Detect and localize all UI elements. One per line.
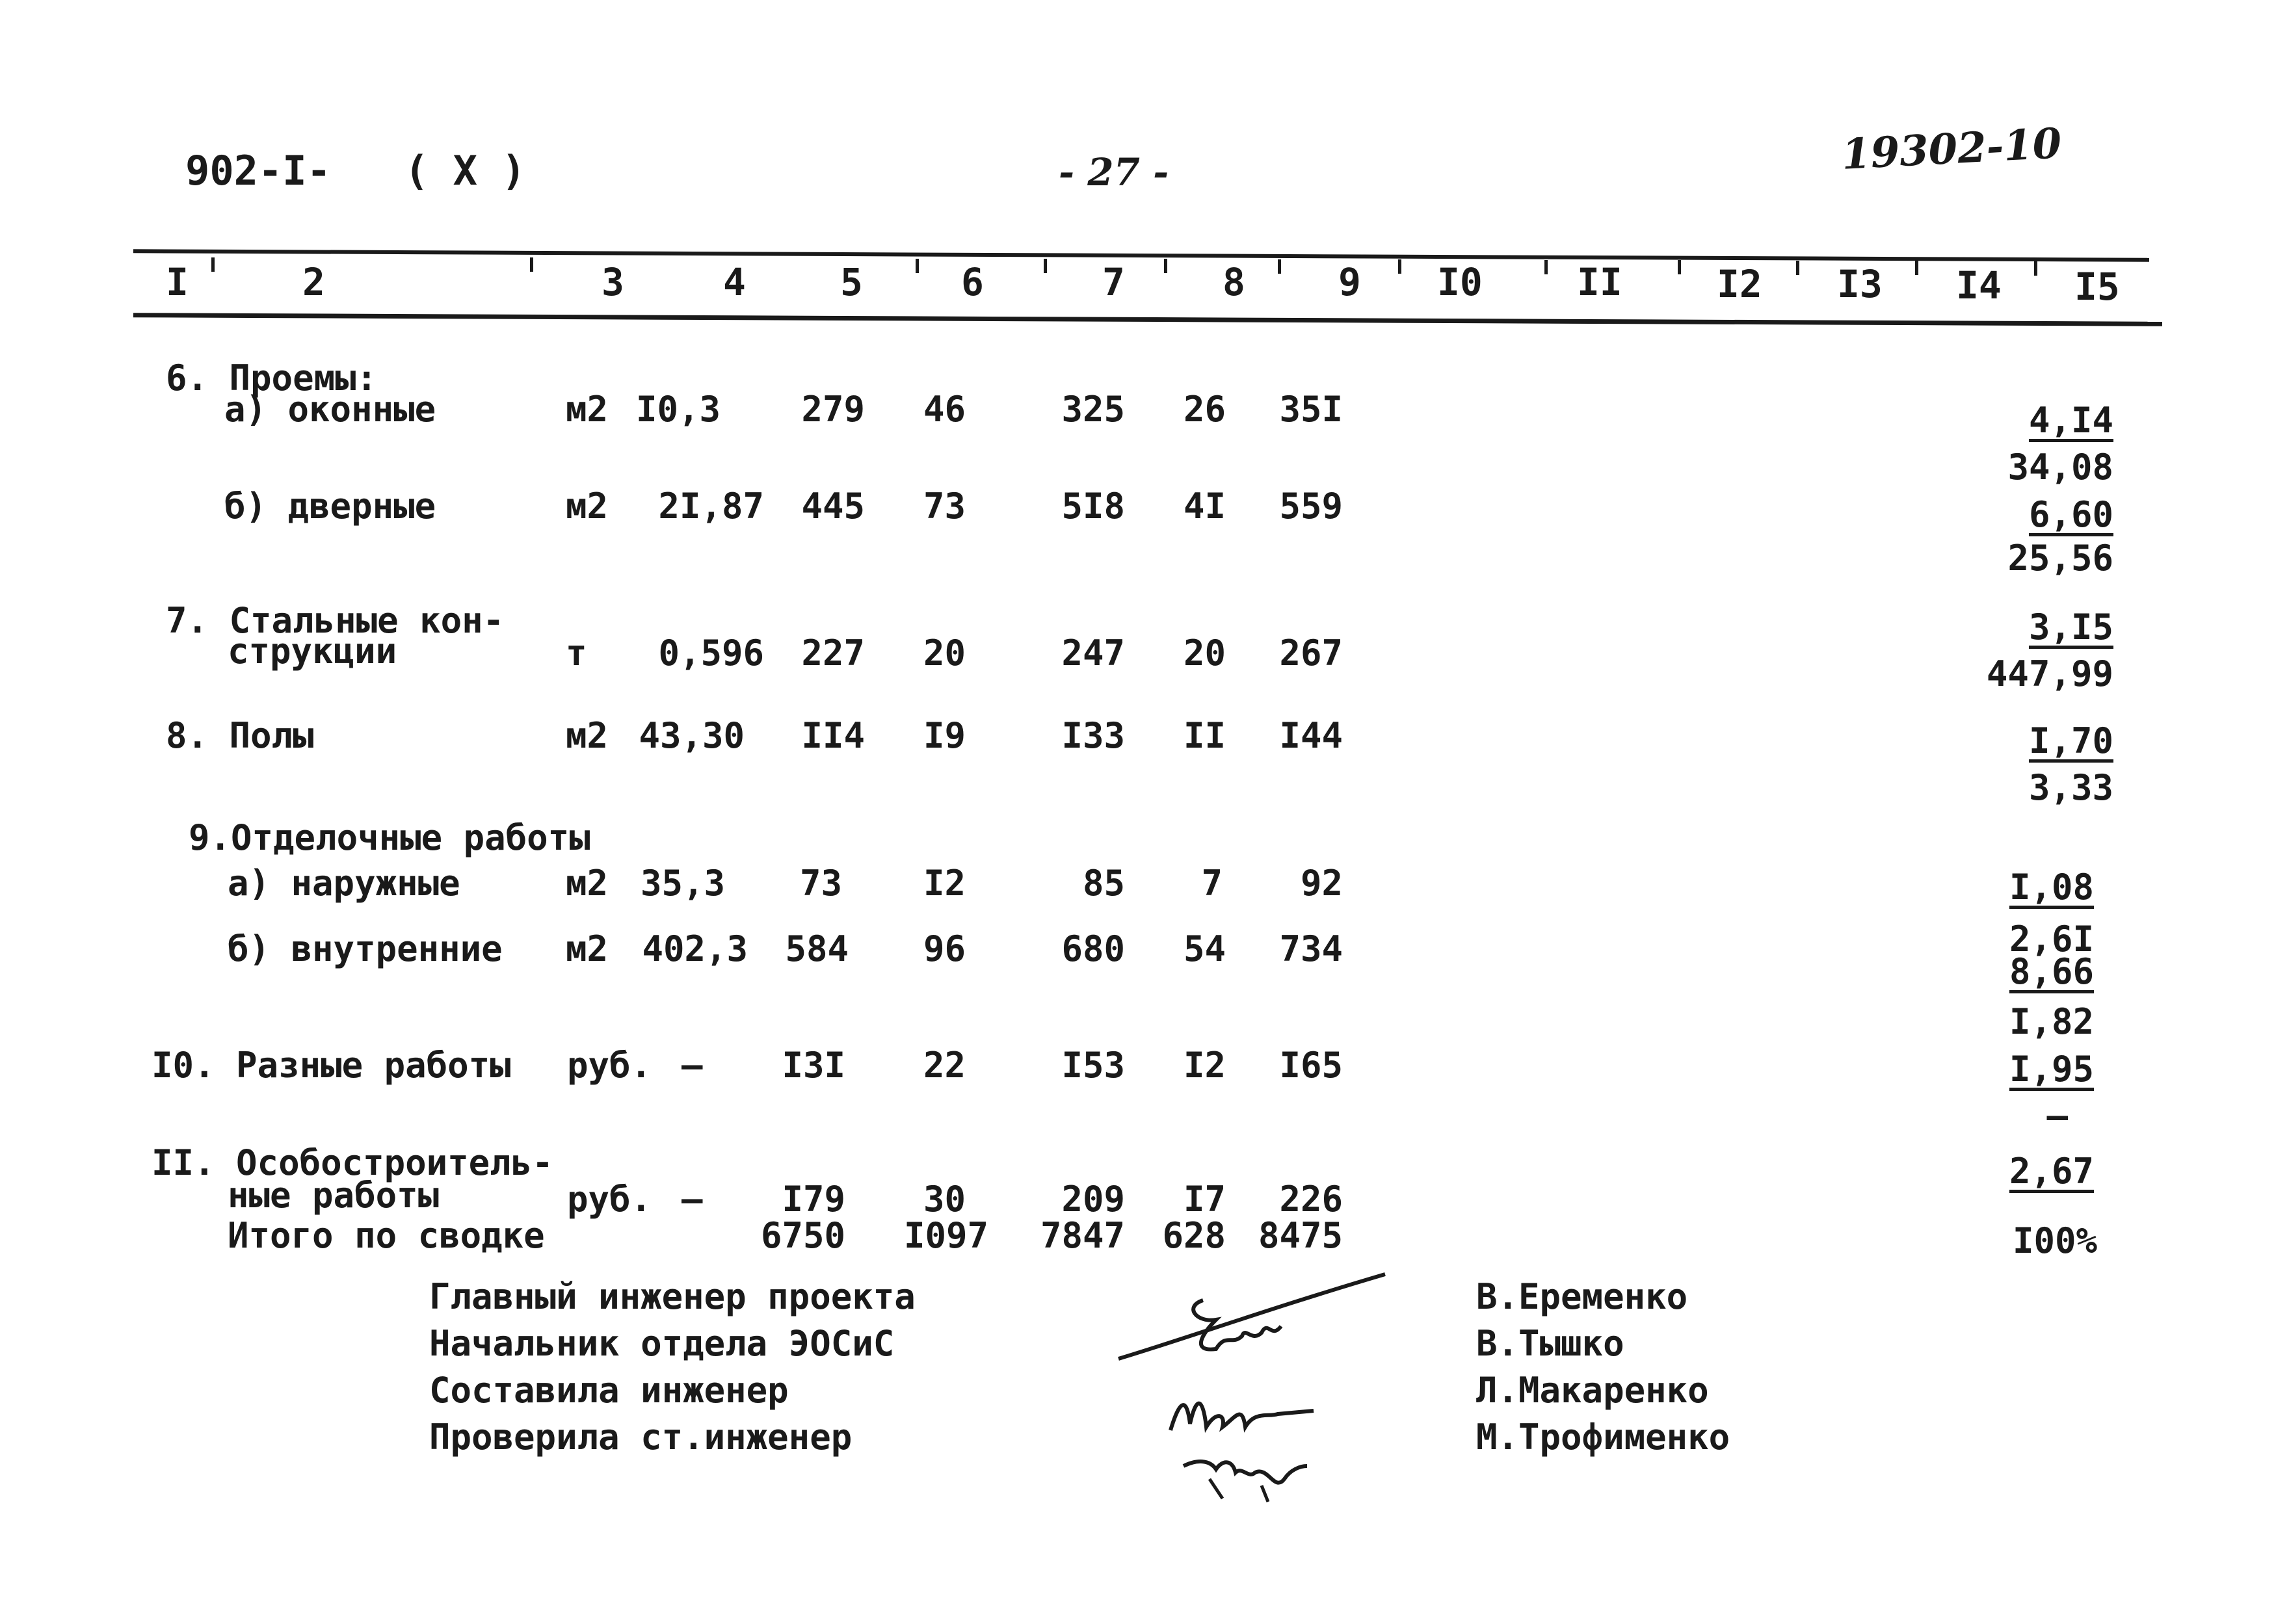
row-label: струкции <box>228 631 397 672</box>
col-tick <box>1398 259 1401 274</box>
cell-c7: 247 <box>1061 633 1125 674</box>
cell-c6: 96 <box>923 928 966 969</box>
cell-c9: I44 <box>1279 715 1343 756</box>
col-header-6: 6 <box>961 260 984 304</box>
cell-c15-top: 4,I4 <box>2028 400 2113 441</box>
signature-name: В.Тышко <box>1476 1323 1624 1364</box>
col-tick <box>530 257 533 272</box>
row-label: I0. Разные работы <box>152 1045 511 1086</box>
cell-c15-bottom: 3,33 <box>2028 767 2113 808</box>
col-header-3: 3 <box>602 260 624 304</box>
row-unit: м2 <box>566 715 609 756</box>
cell-c6: I9 <box>923 715 966 756</box>
cell-c6: 22 <box>923 1045 966 1086</box>
row-title: 6. Проемы: <box>166 358 378 399</box>
cell-c7: I33 <box>1061 715 1125 756</box>
cell-c5: 279 <box>801 389 865 430</box>
cell-c15-top: I,70 <box>2028 720 2113 761</box>
cell-c6: 30 <box>923 1179 966 1220</box>
cell-c9: 559 <box>1279 486 1343 527</box>
cell-c6: I2 <box>923 863 966 904</box>
cell-c9: I65 <box>1279 1045 1343 1086</box>
signature-role: Проверила ст.инженер <box>429 1417 853 1458</box>
cell-c15-top: I,95 <box>2009 1049 2094 1090</box>
cell-c7: I53 <box>1061 1045 1125 1086</box>
cell-c6: 20 <box>923 633 966 674</box>
col-header-14: I4 <box>1956 263 2002 308</box>
row-label: а) наружные <box>228 863 460 904</box>
handwritten-signature <box>1105 1261 1405 1391</box>
cell-c8: 20 <box>1183 633 1226 674</box>
col-header-10: I0 <box>1437 260 1483 304</box>
cell-c5: II4 <box>801 715 865 756</box>
cell-c8: 26 <box>1183 389 1226 430</box>
row-unit: м2 <box>566 863 609 904</box>
cell-c5: 445 <box>801 486 865 527</box>
cell-c5: 584 <box>785 928 849 969</box>
page-number: - 27 - <box>1059 150 1169 194</box>
cell-c7: 85 <box>1082 863 1125 904</box>
total-c7: 7847 <box>1040 1215 1125 1256</box>
row-label: б) дверные <box>224 486 436 527</box>
row-unit: м2 <box>566 389 609 430</box>
cell-c9: 734 <box>1279 928 1343 969</box>
row-label: б) внутренние <box>228 928 503 969</box>
total-c15: I00% <box>2012 1220 2097 1261</box>
cell-c7: 5I8 <box>1061 486 1125 527</box>
col-header-4: 4 <box>723 260 746 304</box>
cell-c5: I3I <box>782 1045 845 1086</box>
col-header-8: 8 <box>1223 260 1245 304</box>
col-tick <box>1678 260 1681 274</box>
doc-code: 902-I- <box>185 147 331 194</box>
handwritten-signature <box>1171 1440 1320 1505</box>
cell-c8: 54 <box>1183 928 1226 969</box>
signature-name: В.Еременко <box>1476 1276 1688 1317</box>
cell-c4: – <box>681 1179 703 1220</box>
col-tick <box>1044 259 1047 273</box>
signature-role: Составила инженер <box>429 1370 789 1411</box>
signature-name: М.Трофименко <box>1476 1417 1730 1458</box>
row-unit: руб. <box>567 1179 652 1220</box>
total-label: Итого по сводке <box>228 1215 545 1256</box>
signature-role: Главный инженер проекта <box>429 1276 916 1317</box>
cell-c8: 7 <box>1201 863 1223 904</box>
total-c8: 628 <box>1162 1215 1226 1256</box>
row-label: 7. Стальные кон- <box>166 600 505 641</box>
cell-c4: – <box>681 1045 703 1086</box>
row-unit: м2 <box>566 486 609 527</box>
signature-name: Л.Макаренко <box>1476 1370 1709 1411</box>
cell-c7: 325 <box>1061 389 1125 430</box>
col-tick <box>1544 260 1548 274</box>
row-label: а) оконные <box>224 389 436 430</box>
header-rule-bottom <box>133 313 2162 326</box>
cell-c9: 267 <box>1279 633 1343 674</box>
cell-c4: 35,3 <box>640 863 725 904</box>
total-c6: I097 <box>903 1215 988 1256</box>
handwritten-signature <box>1164 1378 1333 1443</box>
cell-c5: 227 <box>801 633 865 674</box>
col-tick <box>1278 259 1281 274</box>
row-label: ные работы <box>228 1175 440 1216</box>
col-tick <box>1164 259 1167 273</box>
cell-c8: I7 <box>1183 1179 1226 1220</box>
cell-c9: 35I <box>1279 389 1343 430</box>
cell-c15-bottom: 25,56 <box>2007 538 2113 579</box>
row-unit: руб. <box>567 1045 652 1086</box>
doc-part: ( X ) <box>404 147 526 194</box>
col-header-12: I2 <box>1717 262 1762 306</box>
col-tick <box>1915 261 1918 275</box>
col-tick <box>916 259 919 273</box>
cell-c5: I79 <box>782 1179 845 1220</box>
header-rule-top <box>133 249 2149 262</box>
cell-c9: 226 <box>1279 1179 1343 1220</box>
col-tick <box>1796 261 1799 275</box>
row-unit: т <box>566 633 587 674</box>
cell-c15-top: 6,60 <box>2028 494 2113 535</box>
cell-c5: 73 <box>799 863 842 904</box>
cell-c6: 46 <box>923 389 966 430</box>
cell-c15-top: 2,67 <box>2009 1151 2094 1192</box>
col-header-2: 2 <box>302 260 325 304</box>
cell-c6: 73 <box>923 486 966 527</box>
cell-c15-bottom: 34,08 <box>2007 447 2113 488</box>
col-header-1: I <box>166 260 189 304</box>
col-tick <box>2034 261 2037 276</box>
cell-c15-top: I,08 <box>2009 867 2094 908</box>
cell-c4: 0,596 <box>658 633 764 674</box>
cell-c15-bottom: I,82 <box>2009 1001 2094 1042</box>
col-header-13: I3 <box>1837 262 1883 306</box>
cell-c4: 402,3 <box>642 928 748 969</box>
col-tick <box>211 257 215 272</box>
cell-c8: I2 <box>1183 1045 1226 1086</box>
col-header-9: 9 <box>1338 260 1361 304</box>
col-header-5: 5 <box>840 260 863 304</box>
cell-c15-top: 3,I5 <box>2028 607 2113 648</box>
signature-role: Начальник отдела ЭОСиС <box>429 1323 895 1364</box>
cell-c8: II <box>1183 715 1226 756</box>
cell-c15-bottom: – <box>2046 1095 2068 1136</box>
cell-c7: 680 <box>1061 928 1125 969</box>
cell-c4: I0,3 <box>635 389 721 430</box>
cell-c4: 43,30 <box>639 715 745 756</box>
cell-c15-top: 8,66 <box>2009 951 2094 992</box>
row-title: 9.Отделочные работы <box>189 817 590 858</box>
cell-c15-bottom: 2,6I <box>2009 919 2094 960</box>
row-label: II. Особостроитель- <box>152 1142 553 1183</box>
cell-c7: 209 <box>1061 1179 1125 1220</box>
cell-c9: 92 <box>1300 863 1343 904</box>
col-header-11: II <box>1577 260 1622 304</box>
cell-c8: 4I <box>1183 486 1226 527</box>
archive-number: 19302-10 <box>1840 119 2063 179</box>
total-c9: 8475 <box>1258 1215 1343 1256</box>
cell-c15-bottom: 447,99 <box>1986 653 2113 694</box>
row-unit: м2 <box>566 928 609 969</box>
total-c5: 6750 <box>760 1215 845 1256</box>
col-header-15: I5 <box>2074 265 2120 309</box>
row-label: 8. Полы <box>166 715 314 756</box>
col-header-7: 7 <box>1102 260 1125 304</box>
cell-c4: 2I,87 <box>658 486 764 527</box>
